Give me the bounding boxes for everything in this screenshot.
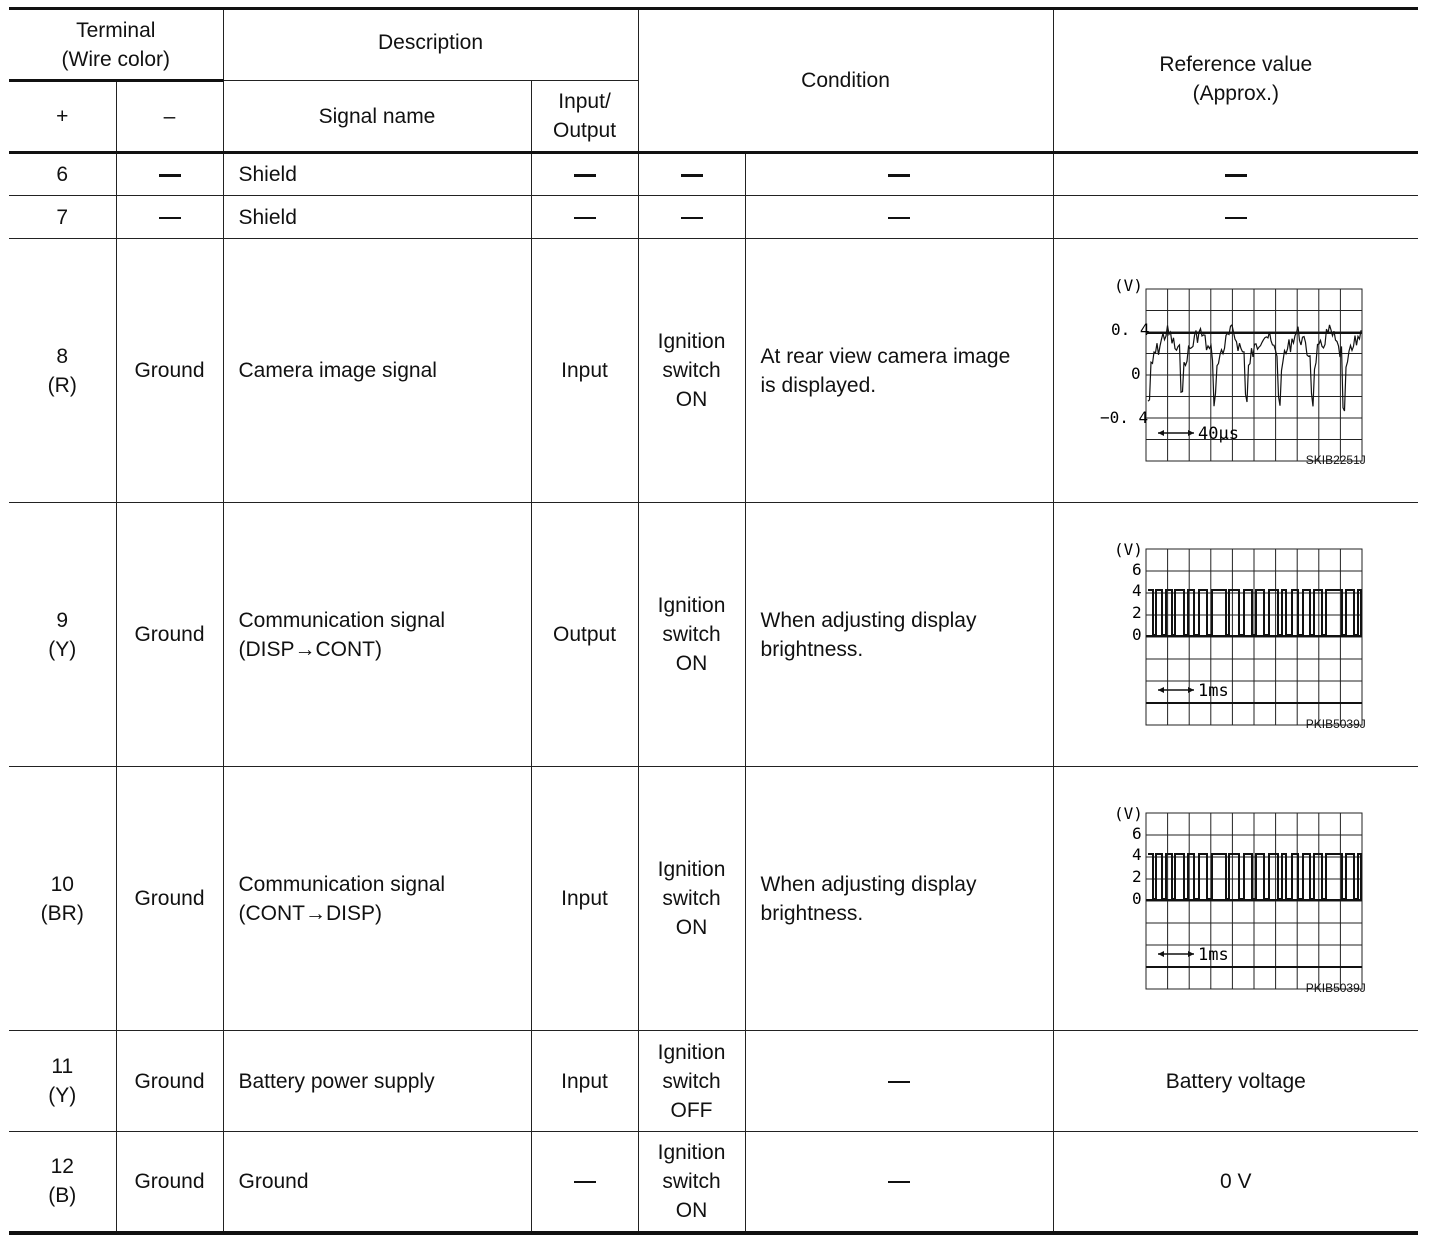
signal-name: Communication signal (DISP→CONT) (223, 503, 531, 767)
minus-terminal: Ground (116, 503, 223, 767)
terminal-number: 8 (R) (9, 239, 116, 503)
dash-mark (681, 174, 703, 177)
reference-waveform (1053, 503, 1418, 767)
condition-detail: At rear view camera image is displayed. (745, 239, 1053, 503)
figure-code: PKIB5039J (1305, 980, 1366, 995)
signal-name: Ground (223, 1132, 531, 1233)
table-row (9, 503, 1418, 767)
condition-detail (745, 1031, 1053, 1132)
dash-mark (574, 174, 596, 177)
y-tick-label: 0 (1131, 888, 1142, 908)
terminal-number: 11 (Y) (9, 1031, 116, 1132)
signal-name: Communication signal (CONT→DISP) (223, 767, 531, 1031)
terminal-spec-table (9, 7, 1418, 1235)
input-output (531, 153, 638, 196)
condition-switch: Ignition switch OFF (638, 1031, 745, 1132)
figure-code: PKIB5039J (1305, 716, 1366, 731)
dash-mark (159, 174, 181, 177)
reference-waveform (1053, 239, 1418, 503)
condition-switch: Ignition switch ON (638, 239, 745, 503)
signal-name: Shield (223, 153, 531, 196)
dash-mark (888, 1181, 910, 1183)
terminal-number: 6 (9, 153, 116, 196)
terminal-number: 9 (Y) (9, 503, 116, 767)
y-tick-label: 0 (1131, 624, 1142, 644)
input-output (531, 1132, 638, 1233)
table-row (9, 1132, 1418, 1233)
condition-detail (745, 196, 1053, 239)
header-description: Description (223, 9, 638, 81)
minus-terminal (116, 196, 223, 239)
input-output: Input (531, 1031, 638, 1132)
dash-mark (681, 217, 703, 219)
table-row (9, 153, 1418, 196)
input-output: Output (531, 503, 638, 767)
header-plus: + (9, 81, 116, 153)
terminal-number: 7 (9, 196, 116, 239)
y-tick-label: 6 (1131, 823, 1142, 843)
time-scale-label: 1ms (1197, 944, 1229, 965)
y-unit-label: (V) (1113, 275, 1143, 295)
condition-switch: Ignition switch ON (638, 503, 745, 767)
waveform-figure (1099, 261, 1366, 481)
condition-switch: Ignition switch ON (638, 1132, 745, 1233)
header-condition: Condition (638, 9, 1053, 153)
reference-value: Battery voltage (1053, 1031, 1418, 1132)
dash-mark (574, 217, 596, 219)
signal-name: Camera image signal (223, 239, 531, 503)
condition-switch (638, 153, 745, 196)
minus-terminal: Ground (116, 767, 223, 1031)
header-input-output: Input/ Output (531, 81, 638, 153)
terminal-number: 10 (BR) (9, 767, 116, 1031)
reference-value (1053, 196, 1418, 239)
input-output (531, 196, 638, 239)
y-tick-label: 4 (1131, 844, 1142, 864)
table-row (9, 767, 1418, 1031)
time-scale-label: 40μs (1197, 423, 1239, 444)
y-tick-label: −0. 4 (1099, 407, 1148, 427)
y-tick-label: 2 (1131, 602, 1142, 622)
reference-value: 0 V (1053, 1132, 1418, 1233)
dash-mark (1225, 217, 1247, 219)
table-row (9, 239, 1418, 503)
time-scale-label: 1ms (1197, 680, 1229, 701)
minus-terminal (116, 153, 223, 196)
condition-switch: Ignition switch ON (638, 767, 745, 1031)
table-row (9, 1031, 1418, 1132)
y-unit-label: (V) (1113, 803, 1143, 823)
y-tick-label: 0. 4 (1110, 319, 1150, 339)
y-tick-label: 2 (1131, 866, 1142, 886)
dash-mark (574, 1181, 596, 1183)
header-reference-value: Reference value (Approx.) (1053, 9, 1418, 153)
header-terminal: Terminal (Wire color) (9, 9, 223, 81)
condition-detail (745, 153, 1053, 196)
y-unit-label: (V) (1113, 539, 1143, 559)
figure-code: SKIB2251J (1305, 452, 1366, 467)
table-row (9, 196, 1418, 239)
input-output: Input (531, 767, 638, 1031)
dash-mark (888, 174, 910, 177)
minus-terminal: Ground (116, 239, 223, 503)
input-output: Input (531, 239, 638, 503)
condition-switch (638, 196, 745, 239)
y-tick-label: 4 (1131, 580, 1142, 600)
signal-name: Battery power supply (223, 1031, 531, 1132)
y-tick-label: 6 (1131, 559, 1142, 579)
condition-detail: When adjusting display brightness. (745, 767, 1053, 1031)
dash-mark (159, 217, 181, 219)
condition-detail: When adjusting display brightness. (745, 503, 1053, 767)
reference-value (1053, 153, 1418, 196)
header-minus: – (116, 81, 223, 153)
waveform-figure (1106, 789, 1366, 1009)
dash-mark (888, 1081, 910, 1083)
header-signal-name: Signal name (223, 81, 531, 153)
waveform-figure (1106, 525, 1366, 745)
condition-detail (745, 1132, 1053, 1233)
dash-mark (1225, 174, 1247, 177)
minus-terminal: Ground (116, 1031, 223, 1132)
reference-waveform (1053, 767, 1418, 1031)
minus-terminal: Ground (116, 1132, 223, 1233)
terminal-number: 12 (B) (9, 1132, 116, 1233)
signal-name: Shield (223, 196, 531, 239)
y-tick-label: 0 (1130, 363, 1141, 383)
dash-mark (888, 217, 910, 219)
